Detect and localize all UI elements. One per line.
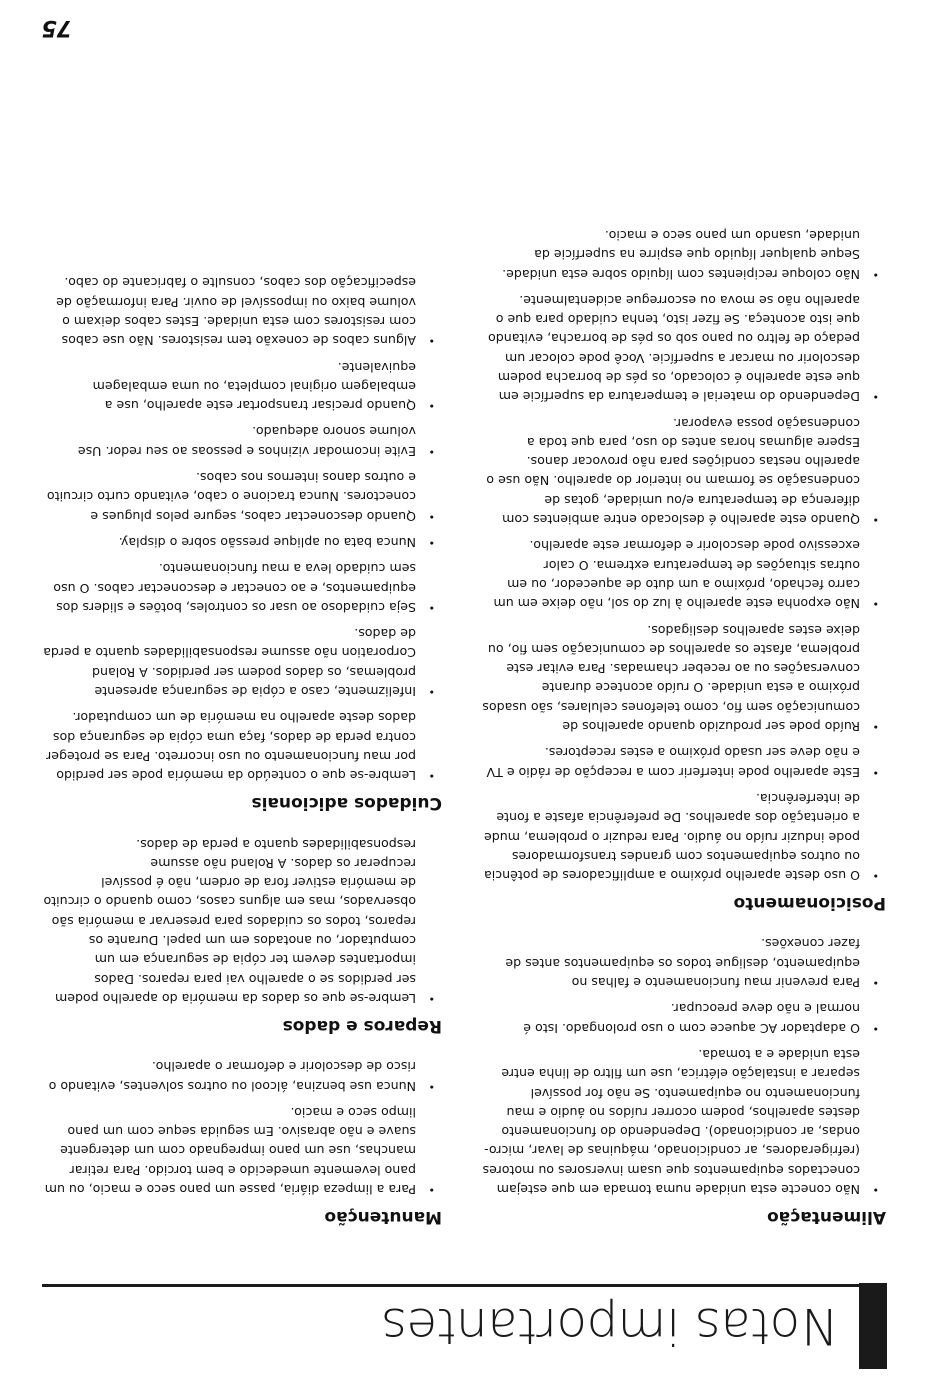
list-item: • Este aparelho pode interferir com a recepção de rádio e TV e não deve ser usado próximo a estes receptores. — [482, 743, 886, 782]
list-item: • Seja cuidadoso ao usar os controles, botões e sliders dos equipamentos, e ao conectar e desconectar cabos. O uso sem cuidado leva a mau funcionamento. — [38, 559, 442, 617]
section-list-cuidados-adicionais — [38, 273, 442, 785]
page-title: Notas importantes — [381, 1297, 837, 1355]
section-heading-alimentacao: Alimentação — [767, 1207, 886, 1227]
list-item: • O adaptador AC aquece com o uso prolongado. Isto é normal e não deve preocupar. — [482, 999, 886, 1038]
section-list-alimentacao — [482, 934, 886, 1199]
section-list-manutencao — [38, 1057, 442, 1199]
list-item: • Para prevenir mau funcionamento e falhas no equipamento, desligue todos os equipamentos antes de fazer conexões. — [482, 934, 886, 992]
title-accent-bar — [859, 1283, 887, 1369]
list-item: • Nunca bata ou aplique pressão sobre o display. — [38, 533, 442, 552]
list-item: • Não exponha este aparelho à luz do sol, não deixe em um carro fechado, próximo a um duto de aquecedor, ou em outras situações de temperatura extrema. O calor excessivo pode descolorir e deformar este aparelho. — [482, 536, 886, 613]
list-item: • Evite incomodar vizinhos e pessoas ao seu redor. Use volume sonoro adequado. — [38, 422, 442, 461]
title-rule — [42, 1284, 887, 1287]
list-item: • Para a limpeza diária, passe um pano seco e macio, ou um pano levemente umedecido e bem torcido. Para retirar manchas, use um pano impregnado com um detergente suave e não abrasivo. Em seguida seque com um pano limpo seco e macio. — [38, 1103, 442, 1199]
list-item: • Nunca use benzina, álcool ou outros solventes, evitando o risco de descolorir e deformar o aparelho. — [38, 1057, 442, 1096]
left-column — [482, 219, 886, 1228]
list-item: • Quando desconectar cabos, segure pelos plugues e conectores. Nunca tracione o cabo, evitando curto circuito e outros danos internos nos cabos. — [38, 468, 442, 526]
section-heading-manutencao: Manutenção — [324, 1207, 442, 1227]
list-item: • Infelizmente, caso a cópia de segurança apresente problemas, os dados podem ser perdidos. A Roland Corporation não assume responsabilidades quanto a perda de dados. — [38, 624, 442, 701]
page-number: 75 — [41, 15, 72, 40]
section-list-reparos-e-dados — [38, 834, 442, 1008]
list-item: • Alguns cabos de conexão tem resistores. Não use cabos com resistores com esta unidade. Estes cabos deixam o volume baixo ou impossível de ouvir. Para informação de especificação dos cabos, consulte o fabricante do cabo. — [38, 273, 442, 350]
right-column — [38, 266, 442, 1228]
section-list-posicionamento — [482, 226, 886, 886]
section-heading-posicionamento: Posicionamento — [733, 893, 886, 914]
list-item: • Lembre-se que os dados da memória do aparelho podem ser perdidos se o aparelho vai para reparos. Dados importantes devem ter cópia de segurança em um computador, ou anotados em um papel. Durante os reparos, todos os cuidados para preservar a memória são observados, mas em alguns casos, como quando o circuito de memória estiver fora de ordem, não é possível recuperar os dados. A Roland não assume responsabilidades quanto a perda de dados. — [38, 834, 442, 1008]
list-item: • Não conecte esta unidade numa tomada em que estejam conectados equipamentos que usam inversores ou motores (refrigeradores, ar condicionado, máquinas de lavar, micro-ondas, ar condicionado). Dependendo do funcionamento destes aparelhos, podem ocorrer ruídos no áudio e mau funcionamento no equipamento. Se não for possível separar a instalação elétrica, use um filtro de linha entre esta unidade e a tomada. — [482, 1045, 886, 1199]
list-item: • Quando precisar transportar este aparelho, use a embalagem original completa, ou uma embalagem equivalente. — [38, 357, 442, 415]
list-item: • Dependendo do material e temperatura da superfície em que este aparelho é colocado, os pés de borracha podem descolorir ou marcar a superfície. Você pode colocar um pedaço de feltro ou pano sob os pés de borracha, evitando que isto aconteça. Se fizer isto, tenha cuidado para que o aparelho não se mova ou escorregue acidentalmente. — [482, 291, 886, 407]
section-heading-reparos-e-dados: Reparos e dados — [282, 1015, 442, 1036]
list-item: • O uso deste aparelho próximo a amplificadores de potência ou outros equipamentos com grandes transformadores pode induzir ruído no áudio. Para reduzir o problema, mude a orientação dos aparelhos. De preferência afaste a fonte de interferência. — [482, 789, 886, 885]
list-item: • Lembre-se que o conteúdo da memória pode ser perdido por mau funcionamento ou uso incorreto. Para se proteger contra perda de dados, faça uma cópia de segurança dos dados deste aparelho na memória de um computador. — [38, 708, 442, 785]
list-item: • Ruído pode ser produzido quando aparelhos de comunicação sem fio, como telefones celulares, são usados próximo a esta unidade. O ruído acontece durante conversações ou ao receber chamadas. Para evitar este problema, afaste os aparelhos de comunicação sem fio, ou deixe estes aparelhos desligados. — [482, 620, 886, 736]
list-item: • Quando este aparelho é deslocado entre ambientes com diferença de temperatura e/ou umidade, gotas de condensação se formam no interior do aparelho. Não use o aparelho nestas condições para não provocar danos. Espere algumas horas antes do uso, para que toda a condensação possa evaporar. — [482, 413, 886, 529]
section-heading-cuidados-adicionais: Cuidados adicionais — [251, 793, 442, 814]
list-item: • Não coloque recipientes com líquido sobre esta unidade. Seque qualquer líquido que espirre na superfície da unidade, usando um pano seco e macio. — [482, 226, 886, 284]
